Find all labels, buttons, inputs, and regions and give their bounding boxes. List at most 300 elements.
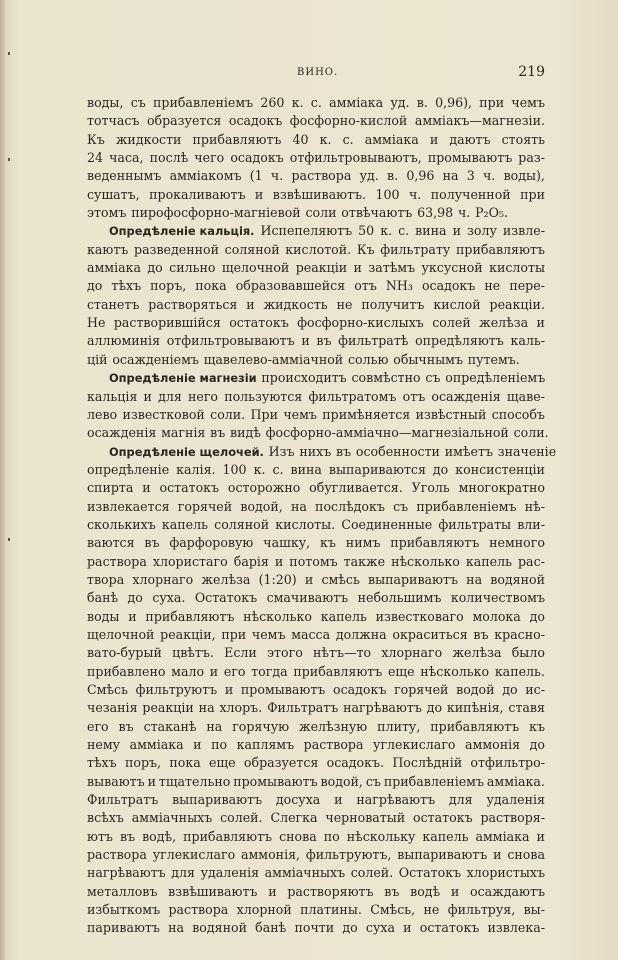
word: хлорной xyxy=(236,902,292,918)
word: щелочной xyxy=(87,626,155,642)
text-line xyxy=(87,608,545,626)
text-line xyxy=(87,754,545,772)
word: въ xyxy=(118,718,134,734)
word: еще xyxy=(387,663,415,679)
word: чемъ xyxy=(511,95,545,110)
word: поръ, xyxy=(150,278,187,294)
word: путемъ. xyxy=(467,351,520,367)
word: барія xyxy=(233,553,269,569)
word: амміачныхъ xyxy=(131,810,213,826)
word: кипѣнія, xyxy=(446,700,504,716)
word: нѣскольку xyxy=(346,828,416,844)
word: с. xyxy=(398,223,410,239)
word: водѣ xyxy=(410,883,441,899)
word: и xyxy=(450,883,460,899)
word: уксусной xyxy=(421,260,483,276)
word: для xyxy=(158,388,182,404)
word: способъ xyxy=(491,406,545,422)
word: 3 xyxy=(466,168,475,184)
text-line xyxy=(87,351,545,369)
word: нихъ xyxy=(299,443,332,459)
word: и xyxy=(128,608,137,624)
word: станетъ xyxy=(87,296,140,312)
word: соли. xyxy=(210,406,246,422)
word: платины. xyxy=(300,902,362,918)
word: щаве- xyxy=(506,388,545,404)
word: окраситься xyxy=(392,626,468,642)
text-line xyxy=(87,699,545,717)
text-line xyxy=(87,314,545,332)
word: въ xyxy=(336,443,352,459)
word: многократно xyxy=(458,480,545,496)
word: кальція xyxy=(87,388,138,404)
text-line xyxy=(87,718,545,736)
word: остатокъ xyxy=(413,810,473,826)
word: Испепеляютъ xyxy=(260,223,353,239)
word: прибавляютъ xyxy=(293,663,383,679)
body-text xyxy=(87,94,557,938)
word: этомъ xyxy=(87,205,127,221)
word: каютъ xyxy=(87,241,129,257)
word: фильтратомъ xyxy=(308,388,397,404)
word: не xyxy=(484,278,501,294)
page-spine-shadow xyxy=(0,0,6,960)
word: суха xyxy=(365,920,395,936)
word: должна xyxy=(335,626,387,642)
word: прибавлено xyxy=(87,663,166,679)
word: его xyxy=(223,663,246,679)
text-line xyxy=(87,736,545,754)
word: и xyxy=(429,131,439,147)
word: при xyxy=(221,626,247,642)
word: нимъ xyxy=(345,535,381,551)
word: опредѣленіе xyxy=(87,461,170,477)
word: остатокъ xyxy=(229,315,289,331)
word: его xyxy=(87,718,109,734)
word: солью xyxy=(347,351,389,367)
word: сушатъ, xyxy=(87,186,140,202)
word: получитъ xyxy=(361,296,425,312)
text-line xyxy=(87,791,545,809)
word: при xyxy=(479,95,505,110)
word: смачиваютъ xyxy=(266,590,349,606)
word: и xyxy=(536,828,545,844)
text-line xyxy=(87,131,545,149)
section-heading: Опредѣленіе кальція. xyxy=(109,224,255,239)
word: Уголь xyxy=(411,480,450,496)
word: съ xyxy=(425,370,441,386)
word: 0,96), xyxy=(435,95,473,110)
word: всѣхъ xyxy=(87,810,124,826)
word: цвѣтъ. xyxy=(172,645,214,661)
word: и xyxy=(452,223,461,239)
word: раствора xyxy=(87,847,147,863)
word: металловъ xyxy=(87,883,158,899)
word: фарфоровую xyxy=(169,535,254,551)
word: фосфорно-амміачно—магнезіальной xyxy=(265,425,509,441)
word: въ xyxy=(384,883,400,899)
word: и xyxy=(143,388,152,404)
word: фильтруютъ, xyxy=(305,847,392,863)
word: тотчасъ xyxy=(87,113,140,129)
word: и xyxy=(147,773,156,789)
word: послѣ xyxy=(149,150,189,166)
word: фильтруютъ xyxy=(135,682,218,697)
word: досуха xyxy=(275,792,321,808)
word: смѣсь xyxy=(321,571,360,587)
word: небольшимъ xyxy=(357,590,442,606)
word: вываютъ xyxy=(87,773,145,789)
word: въ xyxy=(473,626,489,642)
word: красно- xyxy=(494,626,545,642)
word: золу xyxy=(467,223,497,239)
word: къ xyxy=(529,718,545,734)
word: стоять xyxy=(501,131,545,147)
word: Къ xyxy=(356,241,375,257)
word: с. xyxy=(310,95,322,110)
word: пирофосфорно-магніевой xyxy=(131,205,301,221)
word: реакціи, xyxy=(160,626,216,642)
word: водой, xyxy=(320,773,363,789)
word: и xyxy=(304,571,314,587)
word: снова xyxy=(279,828,317,844)
word: затѣмъ xyxy=(368,260,416,276)
word: этого xyxy=(267,645,303,661)
word: имѣетъ xyxy=(444,443,493,459)
word: цій xyxy=(87,351,108,367)
word: амміакъ—магнезіи. xyxy=(414,113,545,129)
word: прибавляютъ xyxy=(390,535,480,551)
word: удаленія xyxy=(486,792,545,808)
word: удаленія xyxy=(200,865,260,881)
word: амміака. xyxy=(486,773,545,789)
word: и xyxy=(193,737,202,753)
word: 24 xyxy=(87,150,104,166)
text-line xyxy=(87,571,545,589)
word: прибавляютъ xyxy=(192,131,282,147)
text-line xyxy=(87,167,545,185)
word: 40 xyxy=(292,131,309,147)
word: (1:20) xyxy=(258,571,297,587)
word: до xyxy=(502,682,518,697)
word: примѣняется xyxy=(322,406,411,422)
word: твора xyxy=(87,571,125,587)
word: капель xyxy=(320,608,367,624)
word: магнія xyxy=(161,425,206,441)
word: съ xyxy=(393,498,409,514)
text-line xyxy=(87,534,545,552)
word: количествомъ xyxy=(450,590,545,606)
word: и xyxy=(209,663,219,679)
word: нѣсколько xyxy=(243,608,312,624)
word: амміака xyxy=(364,131,419,147)
word: фильтраты xyxy=(438,516,512,532)
word: жидкости xyxy=(115,131,182,147)
word: соляной xyxy=(224,241,280,257)
section-start-line xyxy=(87,369,545,387)
word: раствора xyxy=(291,168,352,184)
word: выпариваютъ xyxy=(172,792,263,808)
word: реакціи xyxy=(295,260,348,276)
word: водой, xyxy=(240,498,283,514)
word: и xyxy=(536,315,545,331)
word: фильтратѣ xyxy=(338,333,409,349)
text-line xyxy=(87,277,545,295)
word: соляной xyxy=(214,516,270,532)
text-line xyxy=(87,919,545,937)
word: воды xyxy=(87,608,120,624)
word: При xyxy=(250,406,278,422)
word: в. xyxy=(386,168,399,184)
word: прибавляютъ xyxy=(183,828,273,844)
word: до xyxy=(342,920,358,936)
word: нѣсколько xyxy=(391,553,460,569)
word: хлоръ. xyxy=(219,700,263,716)
binding-mark xyxy=(8,52,10,55)
word: извлека- xyxy=(487,920,545,936)
word: солей xyxy=(432,315,471,331)
word: водой xyxy=(456,682,495,697)
word: извѣстный xyxy=(415,406,487,422)
word: на xyxy=(442,168,459,184)
word: 100 xyxy=(222,461,247,477)
word: чего xyxy=(194,150,225,166)
word: также xyxy=(343,553,386,569)
word: плиту, xyxy=(377,718,421,734)
word: Смѣсь, xyxy=(370,902,416,918)
word: не xyxy=(423,902,440,918)
word: вина xyxy=(415,223,447,239)
word: происходитъ xyxy=(261,370,347,386)
word: съ xyxy=(130,95,146,110)
text-line xyxy=(87,589,545,607)
word: видѣ xyxy=(230,425,261,441)
word: Если xyxy=(224,645,257,661)
word: калія. xyxy=(176,461,216,477)
word: известковой xyxy=(122,406,205,422)
word: 260 xyxy=(260,95,285,110)
word: пока xyxy=(195,278,227,294)
word: капель. xyxy=(494,663,545,679)
word: остатокъ xyxy=(159,480,220,496)
word: при xyxy=(520,186,545,202)
binding-mark xyxy=(8,538,10,541)
word: амміака xyxy=(87,260,142,276)
word: поръ, xyxy=(124,755,162,771)
word: прокаливаютъ xyxy=(149,186,246,202)
word: ч. xyxy=(482,168,496,184)
word: лево xyxy=(87,406,118,422)
text-line xyxy=(87,112,545,130)
word: образуется xyxy=(146,113,222,129)
word: кислотой. xyxy=(285,241,352,257)
word: водяной xyxy=(490,571,545,587)
text-line xyxy=(87,296,545,314)
word: опредѣляютъ xyxy=(415,333,504,349)
text-line xyxy=(87,901,545,919)
text-line xyxy=(87,663,545,681)
word: до xyxy=(87,278,103,294)
word: пока xyxy=(169,755,201,771)
text-line xyxy=(87,94,545,112)
word: с. xyxy=(342,131,354,147)
word: осажденіемъ xyxy=(112,351,199,367)
word: почти xyxy=(294,920,335,936)
text-line xyxy=(87,553,545,571)
word: к. xyxy=(253,461,266,477)
word: ч. xyxy=(270,168,284,184)
word: капель xyxy=(422,828,469,844)
word: черноватый xyxy=(325,810,406,826)
word: остатокъ xyxy=(419,920,480,936)
word: кислоты xyxy=(489,260,545,276)
word: кислоты. xyxy=(275,516,336,532)
word: выпариваются xyxy=(328,461,426,477)
word: к. xyxy=(291,95,304,110)
word: по xyxy=(211,737,228,753)
word: чемъ xyxy=(251,626,286,642)
word: банѣ xyxy=(255,920,287,936)
word: ч. xyxy=(457,205,471,221)
word: съ xyxy=(365,773,381,789)
word: горячей xyxy=(394,682,449,697)
word: Изъ xyxy=(268,443,295,459)
word: отфильтровываютъ, xyxy=(289,150,422,166)
word: обугливается. xyxy=(309,480,403,496)
word: извлекается xyxy=(87,498,170,514)
text-line xyxy=(87,204,545,222)
word: молока xyxy=(472,608,521,624)
word: часа, xyxy=(109,150,144,166)
word: раз- xyxy=(518,150,545,166)
word: нагрѣваютъ xyxy=(87,865,166,881)
word: и xyxy=(353,260,362,276)
word: жидкость xyxy=(263,296,328,312)
text-line xyxy=(87,461,545,479)
word: чашку, xyxy=(263,535,311,551)
word: нѣтъ—то xyxy=(313,645,372,661)
word: уд. xyxy=(390,95,410,110)
word: аллюминія xyxy=(87,333,161,349)
word: веденнымъ xyxy=(87,168,162,184)
word: Къ xyxy=(87,131,105,147)
section-start-line xyxy=(87,222,545,240)
word: Слегка xyxy=(270,810,318,826)
word: (1 xyxy=(249,168,263,184)
word: водѣ, xyxy=(142,828,177,844)
word: осадокъ xyxy=(228,113,283,129)
word: консистенціи xyxy=(455,461,545,477)
word: еще xyxy=(209,755,236,771)
word: углекислаго xyxy=(373,737,456,753)
word: и xyxy=(254,186,264,202)
word: фильтрату xyxy=(380,241,451,257)
word: растворяютъ xyxy=(287,883,374,899)
word: кислой xyxy=(433,296,481,312)
word: осторожно xyxy=(227,480,301,496)
word: хлористыхъ xyxy=(466,865,545,881)
word: 63,98 xyxy=(417,205,454,221)
word: избыткомъ xyxy=(87,902,161,918)
word: хлористаго xyxy=(152,553,228,569)
word: обычнымъ xyxy=(393,351,463,367)
word: прибавляютъ xyxy=(145,608,235,624)
word: прибавленіемъ xyxy=(153,95,254,110)
word: на xyxy=(466,571,483,587)
word: осадокъ xyxy=(421,278,476,294)
word: и xyxy=(224,682,234,697)
word: воды, xyxy=(87,95,124,110)
word: аммонія xyxy=(465,737,521,753)
word: P₂O₅. xyxy=(475,205,508,221)
word: было xyxy=(511,645,545,661)
text-line xyxy=(87,406,545,424)
word: капель xyxy=(161,516,208,532)
word: горячей xyxy=(177,498,233,514)
word: и xyxy=(301,333,310,349)
word: вы- xyxy=(523,902,545,918)
word: значеніе xyxy=(497,443,557,459)
word: осадокъ. xyxy=(326,755,385,771)
word: щелочной xyxy=(221,260,290,276)
word: даютъ xyxy=(449,131,491,147)
running-head: ВИНО. xyxy=(297,67,339,78)
word: в. xyxy=(416,95,428,110)
word: фосфорно-кислыхъ xyxy=(297,315,424,331)
word: до xyxy=(127,590,143,606)
word: щавелево-амміачной xyxy=(203,351,344,367)
word: раствора xyxy=(303,737,364,753)
word: отъ xyxy=(402,388,426,404)
word: совмѣстно xyxy=(351,370,421,386)
word: ютъ xyxy=(87,828,113,844)
word: Не xyxy=(87,315,106,331)
text-line xyxy=(87,809,545,827)
word: въ xyxy=(119,828,136,844)
word: особенности xyxy=(355,443,440,459)
text-line xyxy=(87,626,545,644)
word: ваются xyxy=(87,535,135,551)
word: горячую xyxy=(232,718,290,734)
word: снова xyxy=(507,847,545,863)
word: промываютъ xyxy=(427,150,513,166)
word: 0,96 xyxy=(406,168,435,184)
word: на xyxy=(206,718,223,734)
word: соли. xyxy=(513,425,549,441)
binding-mark xyxy=(8,158,10,161)
word: Остатокъ xyxy=(194,590,258,606)
word: желѣзную xyxy=(298,718,368,734)
word: вато-бурый xyxy=(87,645,162,661)
word: 100 xyxy=(375,186,400,202)
word: париваютъ xyxy=(87,920,160,936)
word: вли- xyxy=(517,516,545,532)
text-line xyxy=(87,149,545,167)
word: Послѣдній xyxy=(392,755,463,771)
word: потомъ xyxy=(289,553,338,569)
word: Смѣсь xyxy=(87,682,128,697)
text-line xyxy=(87,424,549,442)
text-line xyxy=(87,883,545,901)
word: с. xyxy=(272,461,284,477)
word: осадокъ xyxy=(333,682,387,697)
word: ис- xyxy=(525,682,545,697)
word: нѣсколько xyxy=(420,663,490,679)
word: и xyxy=(246,296,255,312)
text-line xyxy=(87,516,545,534)
word: до xyxy=(147,260,163,276)
word: осаждаютъ xyxy=(470,883,545,899)
